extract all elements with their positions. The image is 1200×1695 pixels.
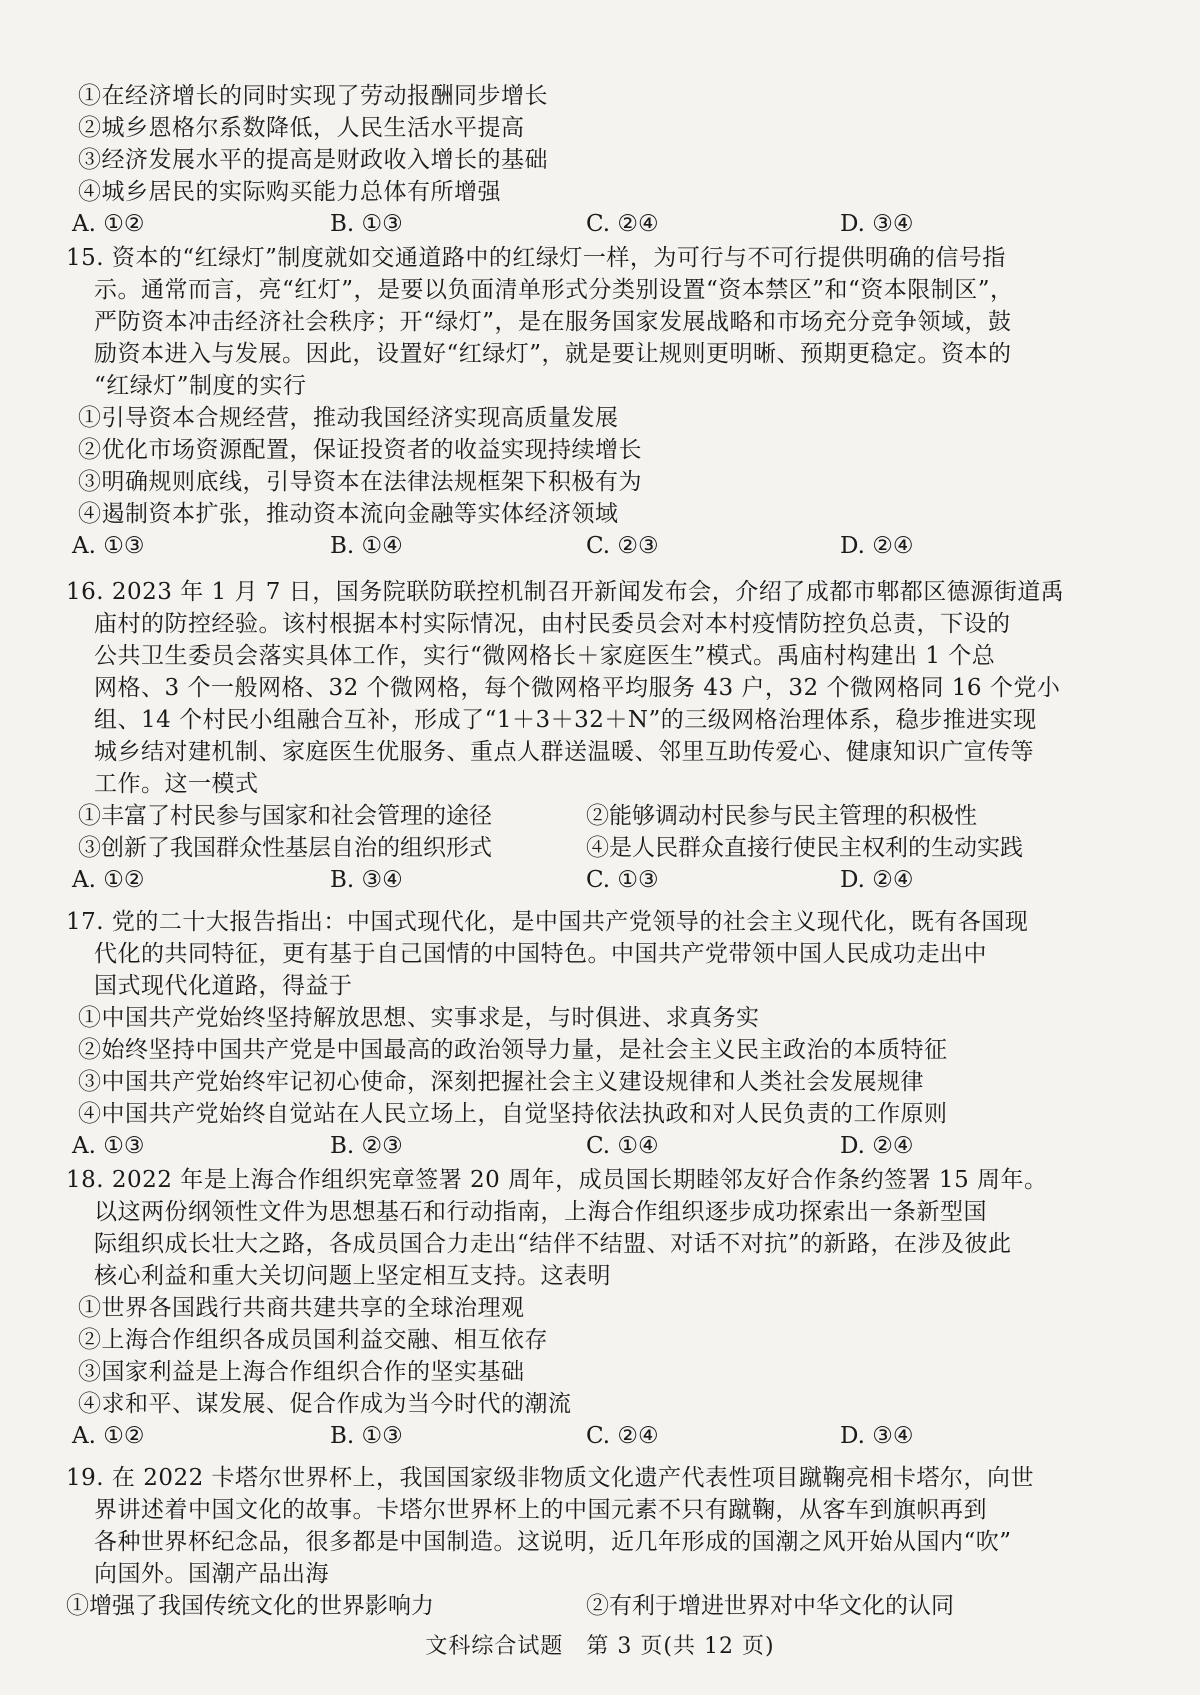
question-18-block: [66, 1164, 1066, 1452]
q15-stem-line-3: 严防资本冲击经济社会秩序；开“绿灯”，是在服务国家发展战略和市场充分竞争领域，鼓: [94, 309, 1012, 335]
q18-stem-line-4: 核心利益和重大关切问题上坚定相互支持。这表明: [94, 1263, 611, 1289]
q19-items-row-1: [66, 1590, 1066, 1622]
q15-stem-line-5: “红绿灯”制度的实行: [94, 373, 307, 399]
q15-stem-line-4: 励资本进入与发展。因此，设置好“红绿灯”，就是要让规则更明晰、预期更稳定。资本的: [94, 341, 1012, 367]
q19-item-1: ①增强了我国传统文化的世界影响力: [66, 1593, 434, 1619]
q16-item-4: ④是人民群众直接行使民主权利的生动实践: [586, 835, 1023, 861]
q18-stem-line-3: 际组织成长壮大之路，各成员国合力走出“结伴不结盟、对话不对抗”的新路，在涉及彼此: [94, 1231, 1012, 1257]
q17-item-3: ③中国共产党始终牢记初心使命，深刻把握社会主义建设规律和人类社会发展规律: [78, 1069, 924, 1095]
q16-choice-d: D. ②④: [840, 867, 914, 893]
q17-item-2: ②始终坚持中国共产党是中国最高的政治领导力量，是社会主义民主政治的本质特征: [78, 1037, 948, 1063]
q17-stem-line-2: 代化的共同特征，更有基于自己国情的中国特色。中国共产党带领中国人民成功走出中: [94, 941, 987, 967]
q19-stem-line-2: 界讲述着中国文化的故事。卡塔尔世界杯上的中国元素不只有蹴鞠，从客车到旗帜再到: [94, 1497, 987, 1523]
q16-items-row-2: [66, 832, 1066, 864]
q17-choices: [66, 1130, 1066, 1162]
question-15-block: [66, 242, 1066, 562]
q16-item-3: ③创新了我国群众性基层自治的组织形式: [78, 835, 492, 861]
q14-choice-a: A. ①②: [72, 211, 145, 237]
q15-item-2: ②优化市场资源配置，保证投资者的收益实现持续增长: [78, 437, 642, 463]
page-footer: 文科综合试题 第 3 页(共 12 页): [425, 1634, 775, 1659]
q18-choice-c: C. ②④: [586, 1423, 659, 1449]
q14-choice-d: D. ③④: [840, 211, 914, 237]
q15-choices: [66, 530, 1066, 562]
q18-choice-b: B. ①③: [330, 1423, 403, 1449]
q16-choices: [66, 864, 1066, 896]
q19-stem-line-3: 各种世界杯纪念品，很多都是中国制造。这说明，近几年形成的国潮之风开始从国内“吹”: [94, 1529, 1012, 1555]
q17-choice-b: B. ②③: [330, 1133, 403, 1159]
q15-item-3: ③明确规则底线，引导资本在法律法规框架下积极有为: [78, 469, 642, 495]
q16-stem-line-4: 网格、3 个一般网格、32 个微网格，每个微网格平均服务 43 户，32 个微网格同 16 个党小: [94, 675, 1061, 701]
q15-stem-line-1: 15. 资本的“红绿灯”制度就如交通道路中的红绿灯一样，为可行与不可行提供明确的信号指: [66, 245, 1006, 271]
q16-stem-line-2: 庙村的防控经验。该村根据本村实际情况，由村民委员会对本村疫情防控负总责，下设的: [94, 611, 1011, 637]
q14-item-1: ①在经济增长的同时实现了劳动报酬同步增长: [78, 83, 548, 109]
question-16-block: [66, 576, 1066, 896]
q15-stem-line-2: 示。通常而言，亮“红灯”，是要以负面清单形式分类别设置“资本禁区”和“资本限制区”，: [94, 277, 1014, 303]
question-14-block: [66, 80, 1066, 240]
q15-choice-c: C. ②③: [586, 533, 659, 559]
q18-stem-line-1: 18. 2022 年是上海合作组织宪章签署 20 周年，成员国长期睦邻友好合作条约签署 15 周年。: [66, 1167, 1048, 1193]
q16-stem-line-1: 16. 2023 年 1 月 7 日，国务院联防联控机制召开新闻发布会，介绍了成都市郫都区德源街道禹: [66, 579, 1065, 605]
q15-item-1: ①引导资本合规经营，推动我国经济实现高质量发展: [78, 405, 619, 431]
q16-stem-line-5: 组、14 个村民小组融合互补，形成了“1＋3＋32＋N”的三级网格治理体系，稳步推进实现: [94, 707, 1037, 733]
q19-stem-line-1: 19. 在 2022 卡塔尔世界杯上，我国国家级非物质文化遗产代表性项目蹴鞠亮相卡塔尔，向世: [66, 1465, 1035, 1491]
question-17-block: [66, 906, 1066, 1162]
q18-item-2: ②上海合作组织各成员国利益交融、相互依存: [78, 1327, 548, 1353]
q15-choice-a: A. ①③: [72, 533, 145, 559]
q17-stem-line-3: 国式现代化道路，得益于: [94, 973, 353, 999]
q18-choice-a: A. ①②: [72, 1423, 145, 1449]
question-19-block: [66, 1462, 1066, 1622]
q14-item-2: ②城乡恩格尔系数降低，人民生活水平提高: [78, 115, 525, 141]
q18-item-4: ④求和平、谋发展、促合作成为当今时代的潮流: [78, 1391, 572, 1417]
q17-item-1: ①中国共产党始终坚持解放思想、实事求是，与时俱进、求真务实: [78, 1005, 760, 1031]
q18-item-3: ③国家利益是上海合作组织合作的坚实基础: [78, 1359, 525, 1385]
q15-choice-d: D. ②④: [840, 533, 914, 559]
q19-item-2: ②有利于增进世界对中华文化的认同: [586, 1593, 954, 1619]
q18-choice-d: D. ③④: [840, 1423, 914, 1449]
q17-stem-line-1: 17. 党的二十大报告指出：中国式现代化，是中国共产党领导的社会主义现代化，既有各国现: [66, 909, 1029, 935]
q16-stem-line-3: 公共卫生委员会落实具体工作，实行“微网格长＋家庭医生”模式。禹庙村构建出 1 个总: [94, 643, 996, 669]
q16-choice-a: A. ①②: [72, 867, 145, 893]
q15-item-4: ④遏制资本扩张，推动资本流向金融等实体经济领域: [78, 501, 619, 527]
q18-choices: [66, 1420, 1066, 1452]
q18-stem-line-2: 以这两份纲领性文件为思想基石和行动指南，上海合作组织逐步成功探索出一条新型国: [94, 1199, 987, 1225]
q17-item-4: ④中国共产党始终自觉站在人民立场上，自觉坚持依法执政和对人民负责的工作原则: [78, 1101, 948, 1127]
q16-choice-b: B. ③④: [330, 867, 403, 893]
q16-item-2: ②能够调动村民参与民主管理的积极性: [586, 803, 977, 829]
q19-stem-line-4: 向国外。国潮产品出海: [94, 1561, 329, 1587]
q14-choices: [66, 208, 1066, 240]
q18-item-1: ①世界各国践行共商共建共享的全球治理观: [78, 1295, 525, 1321]
q17-choice-c: C. ①④: [586, 1133, 659, 1159]
q14-item-3: ③经济发展水平的提高是财政收入增长的基础: [78, 147, 548, 173]
q16-stem-line-7: 工作。这一模式: [94, 771, 259, 797]
q17-choice-d: D. ②④: [840, 1133, 914, 1159]
q17-choice-a: A. ①③: [72, 1133, 145, 1159]
q14-choice-b: B. ①③: [330, 211, 403, 237]
q16-items-row-1: [66, 800, 1066, 832]
q14-choice-c: C. ②④: [586, 211, 659, 237]
q16-item-1: ①丰富了村民参与国家和社会管理的途径: [78, 803, 492, 829]
q16-choice-c: C. ①③: [586, 867, 659, 893]
q15-choice-b: B. ①④: [330, 533, 403, 559]
q14-item-4: ④城乡居民的实际购买能力总体有所增强: [78, 179, 501, 205]
q16-stem-line-6: 城乡结对建机制、家庭医生优服务、重点人群送温暖、邻里互助传爱心、健康知识广宣传等: [94, 739, 1034, 765]
